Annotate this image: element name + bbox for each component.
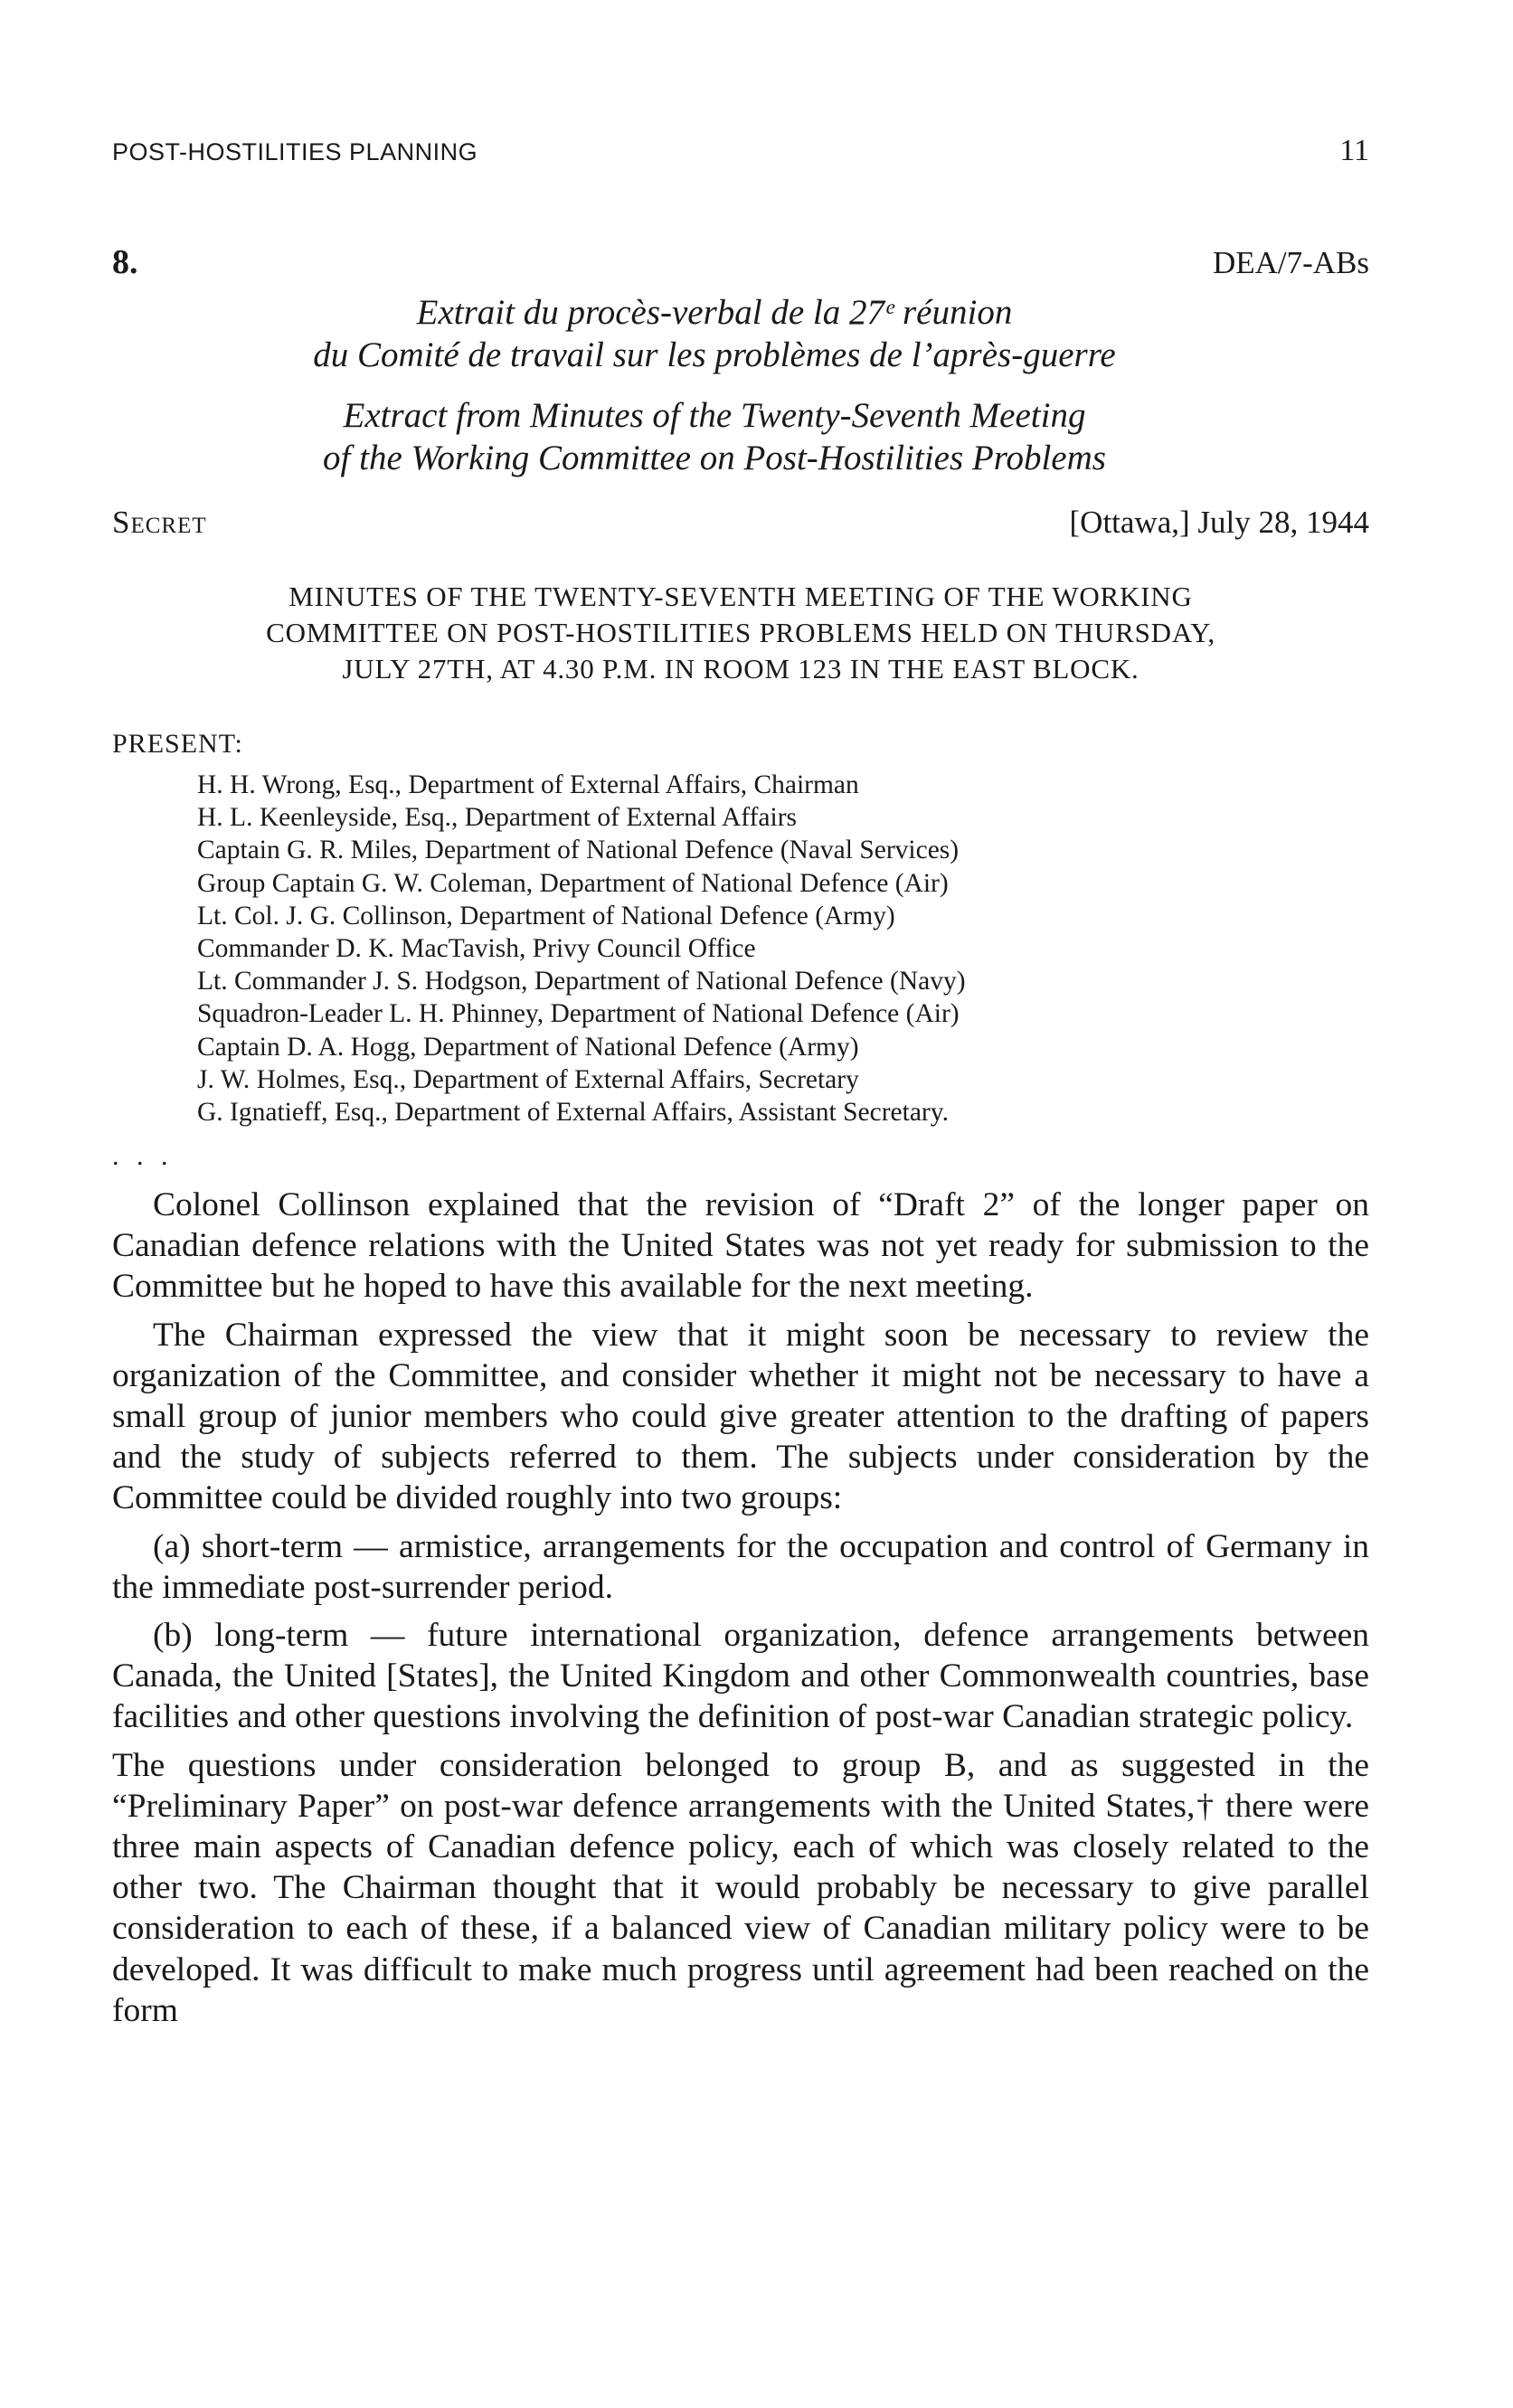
- attendee: H. H. Wrong, Esq., Department of External Affairs, Chairman: [197, 770, 859, 799]
- paragraph: The questions under consideration belonged to group B, and as suggested in the “Preliminary Paper” on post-war defence arrangements with the United States,† there were three main aspects of Canadian defence policy, each of which was closely related to the other two. The Chairman thought that it would probably be necessary to give parallel consideration to each of these, if a balanced view of Canadian military policy were to be developed. It was difficult to make much progress until agreement had been reached on the form: [112, 1746, 1369, 2029]
- attendee: Group Captain G. W. Coleman, Department of National Defence (Air): [197, 868, 949, 898]
- omission-ellipsis: . . .: [112, 1141, 174, 1171]
- document-title: [181, 291, 1248, 479]
- english-title-line-1: Extract from Minutes of the Twenty-Seventh Meeting: [343, 396, 1086, 435]
- minutes-heading-line-1: MINUTES OF THE TWENTY-SEVENTH MEETING OF THE WORKING: [288, 581, 1193, 612]
- running-title: POST-HOSTILITIES PLANNING: [112, 138, 478, 165]
- document-header: [112, 242, 1369, 282]
- attendee: G. Ignatieff, Esq., Department of External Affairs, Assistant Secretary.: [197, 1098, 949, 1128]
- attendee: J. W. Holmes, Esq., Department of External Affairs, Secretary: [197, 1064, 859, 1094]
- dateline: [Ottawa,] July 28, 1944: [1069, 505, 1369, 540]
- minutes-heading-line-2: COMMITTEE ON POST-HOSTILITIES PROBLEMS HELD ON THURSDAY,: [266, 617, 1215, 648]
- french-title-line-1: Extrait du procès-verbal de la 27ᵉ réunion: [416, 293, 1013, 332]
- attendee: Commander D. K. MacTavish, Privy Council Office: [197, 934, 756, 964]
- classification-marking: Secret: [112, 505, 207, 540]
- attendee: Lt. Col. J. G. Collinson, Department of National Defence (Army): [197, 901, 895, 930]
- paragraph: Colonel Collinson explained that the revision of “Draft 2” of the longer paper on Canadian defence relations with the United States was not yet ready for submission to the Committee but he hoped to have this available for the next meeting.: [112, 1186, 1369, 1306]
- minutes-heading: [112, 579, 1369, 687]
- english-title-line-2: of the Working Committee on Post-Hostilities Problems: [323, 439, 1106, 477]
- attendee-list: [197, 769, 1300, 1128]
- attendee: H. L. Keenleyside, Esq., Department of External Affairs: [197, 803, 798, 833]
- list-item-a: (a) short-term — armistice, arrangements for the occupation and control of Germany in the immediate post-surrender period.: [112, 1527, 1369, 1606]
- paragraph: The Chairman expressed the view that it might soon be necessary to review the organization of the Committee, and consider whether it might not be necessary to have a small group of junior members who could give greater attention to the drafting of papers and the study of subjects referred to them. The subjects under consideration by the Committee could be divided roughly into two groups:: [112, 1316, 1369, 1517]
- attendee: Captain D. A. Hogg, Department of National Defence (Army): [197, 1032, 859, 1062]
- list-item-b: (b) long-term — future international organization, defence arrangements between Canada, the United [States], the United Kingdom and other Commonwealth countries, base facilities and other questions involving the definition of post-war Canadian strategic policy.: [112, 1617, 1369, 1736]
- present-label: PRESENT:: [112, 729, 243, 759]
- classification-row: [112, 505, 1369, 541]
- minutes-heading-line-3: JULY 27TH, AT 4.30 P.M. IN ROOM 123 IN THE EAST BLOCK.: [342, 653, 1139, 685]
- file-reference: DEA/7-ABs: [1212, 245, 1369, 280]
- attendee: Squadron-Leader L. H. Phinney, Department of National Defence (Air): [197, 999, 960, 1029]
- document-number: 8.: [112, 243, 138, 281]
- body-text: [112, 1185, 1369, 2038]
- running-head: [112, 134, 1369, 168]
- page-number: 11: [1339, 134, 1369, 167]
- attendee: Lt. Commander J. S. Hodgson, Department of National Defence (Navy): [197, 967, 966, 996]
- french-title-line-2: du Comité de travail sur les problèmes de l’après-guerre: [313, 335, 1116, 374]
- attendee: Captain G. R. Miles, Department of National Defence (Naval Services): [197, 836, 960, 865]
